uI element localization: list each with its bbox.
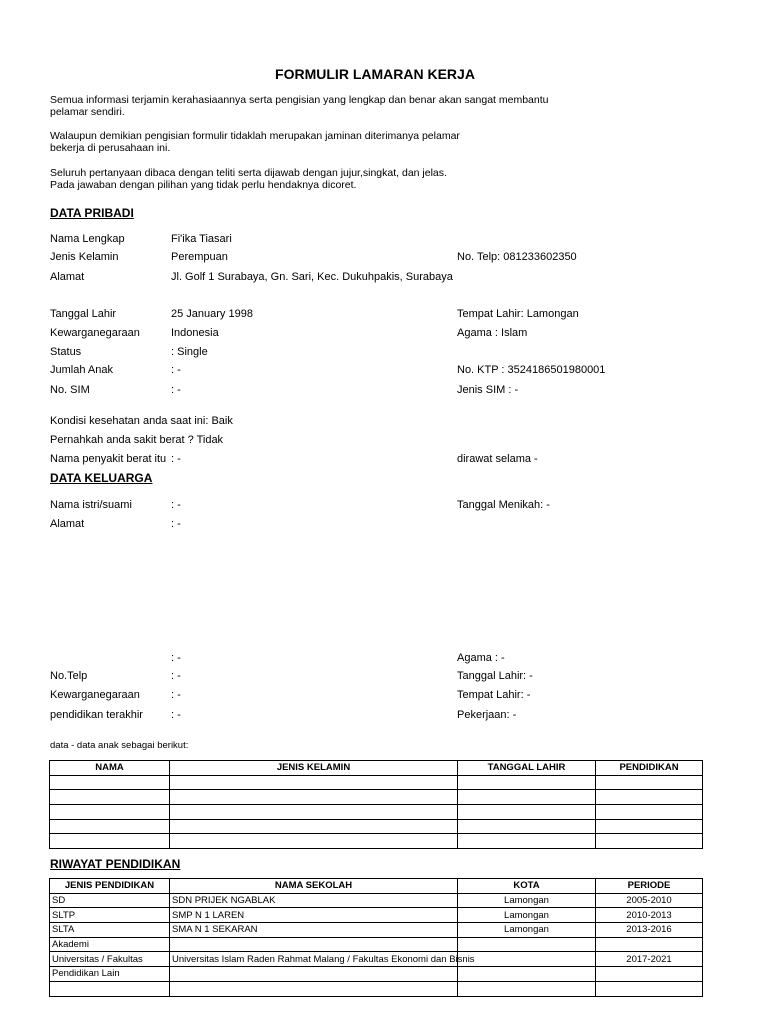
column-header: PENDIDIKAN xyxy=(596,761,703,776)
value-jenis-kelamin: Perempuan xyxy=(171,251,228,263)
table-cell[interactable] xyxy=(170,805,458,820)
intro-paragraph-1: Semua informasi terjamin kerahasiaannya serta pengisian yang lengkap dan benar akan sangat membantu pelamar sendiri. xyxy=(50,94,549,118)
value-no-ktp: No. KTP : 3524186501980001 xyxy=(457,364,606,376)
text-sakit-berat: Pernahkah anda sakit berat ? Tidak xyxy=(50,434,224,446)
column-header: PERIODE xyxy=(596,879,703,894)
cell-kota[interactable]: Lamongan xyxy=(458,908,596,923)
table-cell[interactable] xyxy=(458,834,596,849)
table-data-anak xyxy=(49,760,703,849)
value-status: : Single xyxy=(171,346,208,358)
label-nama-penyakit: Nama penyakit berat itu xyxy=(50,453,167,465)
cell-jenis[interactable]: Universitas / Fakultas xyxy=(50,952,170,967)
column-header: NAMA SEKOLAH xyxy=(170,879,458,894)
table-cell[interactable] xyxy=(596,775,703,790)
value-jenis-sim: Jenis SIM : - xyxy=(457,384,519,396)
table-header-row xyxy=(50,879,703,894)
column-header: KOTA xyxy=(458,879,596,894)
value-tanggal-lahir-pasangan: Tanggal Lahir: - xyxy=(457,670,533,682)
cell-kota[interactable] xyxy=(458,967,596,982)
table-row xyxy=(50,952,703,967)
cell-sekolah[interactable]: Universitas Islam Raden Rahmat Malang / Fakultas Ekonomi dan Bisnis xyxy=(170,952,458,967)
label-nama-pasangan: Nama istri/suami xyxy=(50,499,132,511)
cell-kota[interactable]: Lamongan xyxy=(458,923,596,938)
table-cell[interactable] xyxy=(50,805,170,820)
table-cell[interactable] xyxy=(50,775,170,790)
value-pekerjaan: Pekerjaan: - xyxy=(457,709,517,721)
form-title: FORMULIR LAMARAN KERJA xyxy=(275,66,475,82)
cell-jenis[interactable]: SLTA xyxy=(50,923,170,938)
cell-sekolah[interactable] xyxy=(170,967,458,982)
cell-kota[interactable] xyxy=(458,981,596,996)
value-tanggal-menikah: Tanggal Menikah: - xyxy=(457,499,550,511)
table-row xyxy=(50,923,703,938)
label-kewarganegaraan-pasangan: Kewarganegaraan xyxy=(50,689,140,701)
label-nama-lengkap: Nama Lengkap xyxy=(50,233,125,245)
value-keluarga-blank: : - xyxy=(171,652,181,664)
table-cell[interactable] xyxy=(458,819,596,834)
cell-periode[interactable]: 2010-2013 xyxy=(596,908,703,923)
value-kewarganegaraan-pasangan: : - xyxy=(171,689,181,701)
cell-periode[interactable]: 2017-2021 xyxy=(596,952,703,967)
table-cell[interactable] xyxy=(596,790,703,805)
table-row xyxy=(50,981,703,996)
cell-jenis[interactable]: SLTP xyxy=(50,908,170,923)
table-cell[interactable] xyxy=(596,819,703,834)
label-jumlah-anak: Jumlah Anak xyxy=(50,364,113,376)
value-agama: Agama : Islam xyxy=(457,327,528,339)
value-jumlah-anak: : - xyxy=(171,364,181,376)
value-no-telp: No. Telp: 081233602350 xyxy=(457,251,577,263)
label-status: Status xyxy=(50,346,82,358)
cell-periode[interactable] xyxy=(596,967,703,982)
value-nama-penyakit: : - xyxy=(171,453,181,465)
value-tempat-lahir-pasangan: Tempat Lahir: - xyxy=(457,689,531,701)
cell-kota[interactable] xyxy=(458,952,596,967)
value-tempat-lahir: Tempat Lahir: Lamongan xyxy=(457,308,579,320)
table-cell[interactable] xyxy=(50,819,170,834)
value-telp-pasangan: : - xyxy=(171,670,181,682)
cell-periode[interactable] xyxy=(596,937,703,952)
table-row xyxy=(50,805,703,820)
label-tanggal-lahir: Tanggal Lahir xyxy=(50,308,117,320)
table-cell[interactable] xyxy=(50,790,170,805)
section-data-keluarga: DATA KELUARGA xyxy=(50,471,153,485)
label-jenis-kelamin: Jenis Kelamin xyxy=(50,251,119,263)
intro-paragraph-3: Seluruh pertanyaan dibaca dengan teliti serta dijawab dengan jujur,singkat, dan jelas. Pada jawaban dengan pilihan yang tidak perlu hendaknya dicoret. xyxy=(50,167,447,191)
table-row xyxy=(50,790,703,805)
label-alamat: Alamat xyxy=(50,271,85,283)
table-row xyxy=(50,834,703,849)
cell-sekolah[interactable] xyxy=(170,937,458,952)
column-header: NAMA xyxy=(50,761,170,776)
value-no-sim: : - xyxy=(171,384,181,396)
table-cell[interactable] xyxy=(458,790,596,805)
caption-data-anak: data - data anak sebagai berikut: xyxy=(50,740,189,751)
table-cell[interactable] xyxy=(170,775,458,790)
table-cell[interactable] xyxy=(170,834,458,849)
table-row xyxy=(50,819,703,834)
cell-periode[interactable]: 2005-2010 xyxy=(596,893,703,908)
section-data-pribadi: DATA PRIBADI xyxy=(50,206,134,220)
cell-sekolah[interactable]: SMA N 1 SEKARAN xyxy=(170,923,458,938)
label-no-sim: No. SIM xyxy=(50,384,90,396)
cell-kota[interactable]: Lamongan xyxy=(458,893,596,908)
value-dirawat-selama: dirawat selama - xyxy=(457,453,538,465)
cell-kota[interactable] xyxy=(458,937,596,952)
table-cell[interactable] xyxy=(458,805,596,820)
label-pendidikan-terakhir: pendidikan terakhir xyxy=(50,709,143,721)
table-row xyxy=(50,967,703,982)
label-alamat-keluarga: Alamat xyxy=(50,518,85,530)
value-nama-pasangan: : - xyxy=(171,499,181,511)
value-alamat: Jl. Golf 1 Surabaya, Gn. Sari, Kec. Dukuhpakis, Surabaya xyxy=(171,271,453,283)
cell-periode[interactable] xyxy=(596,981,703,996)
table-riwayat-pendidikan xyxy=(49,878,703,997)
cell-jenis[interactable]: Akademi xyxy=(50,937,170,952)
section-riwayat-pendidikan: RIWAYAT PENDIDIKAN xyxy=(50,857,181,871)
table-cell[interactable] xyxy=(50,834,170,849)
table-row xyxy=(50,937,703,952)
table-header-row xyxy=(50,761,703,776)
intro-paragraph-2: Walaupun demikian pengisian formulir tidaklah merupakan jaminan diterimanya pelamar bekerja di perusahaan ini. xyxy=(50,130,460,154)
cell-jenis[interactable]: Pendidikan Lain xyxy=(50,967,170,982)
table-row xyxy=(50,908,703,923)
label-kewarganegaraan: Kewarganegaraan xyxy=(50,327,140,339)
column-header: JENIS KELAMIN xyxy=(170,761,458,776)
table-cell[interactable] xyxy=(596,805,703,820)
cell-sekolah[interactable]: SDN PRIJEK NGABLAK xyxy=(170,893,458,908)
cell-sekolah[interactable] xyxy=(170,981,458,996)
value-pendidikan-terakhir: : - xyxy=(171,709,181,721)
table-row xyxy=(50,893,703,908)
value-nama-lengkap: Fi'ika Tiasari xyxy=(171,233,232,245)
table-row xyxy=(50,775,703,790)
value-tanggal-lahir: 25 January 1998 xyxy=(171,308,253,320)
value-agama-pasangan: Agama : - xyxy=(457,652,505,664)
cell-sekolah[interactable]: SMP N 1 LAREN xyxy=(170,908,458,923)
cell-jenis[interactable]: SD xyxy=(50,893,170,908)
value-alamat-keluarga: : - xyxy=(171,518,181,530)
cell-periode[interactable]: 2013-2016 xyxy=(596,923,703,938)
table-cell[interactable] xyxy=(170,819,458,834)
value-kewarganegaraan: Indonesia xyxy=(171,327,219,339)
text-kondisi-kesehatan: Kondisi kesehatan anda saat ini: Baik xyxy=(50,415,233,427)
column-header: TANGGAL LAHIR xyxy=(458,761,596,776)
table-cell[interactable] xyxy=(170,790,458,805)
table-cell[interactable] xyxy=(596,834,703,849)
table-cell[interactable] xyxy=(458,775,596,790)
column-header: JENIS PENDIDIKAN xyxy=(50,879,170,894)
cell-jenis[interactable] xyxy=(50,981,170,996)
label-telp-pasangan: No.Telp xyxy=(50,670,88,682)
